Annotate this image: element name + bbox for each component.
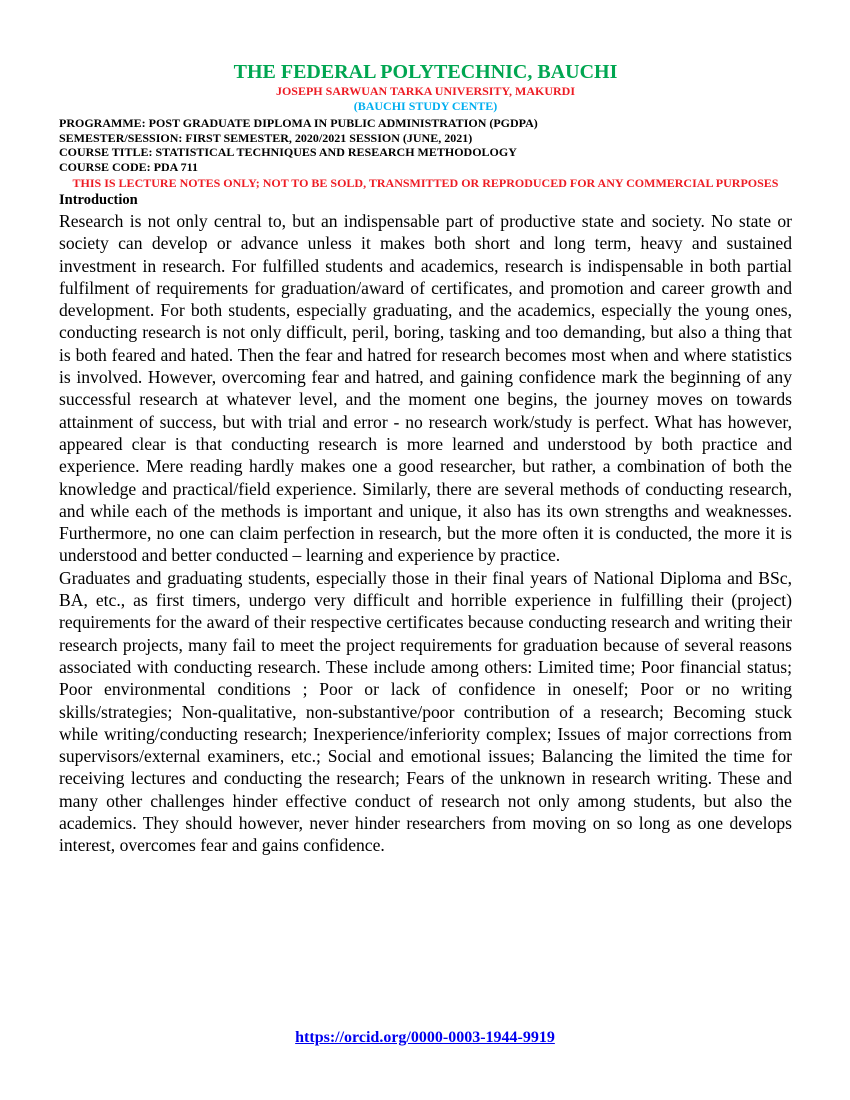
semester-line: SEMESTER/SESSION: FIRST SEMESTER, 2020/2021 SESSION (JUNE, 2021) bbox=[59, 130, 473, 145]
page-content bbox=[59, 60, 792, 857]
partner-university: JOSEPH SARWUAN TARKA UNIVERSITY, MAKURDI bbox=[275, 84, 576, 98]
study-centre: (BAUCHI STUDY CENTE) bbox=[353, 99, 498, 113]
orcid-link[interactable]: https://orcid.org/0000-0003-1944-9919 bbox=[295, 1029, 555, 1046]
institution-title: THE FEDERAL POLYTECHNIC, BAUCHI bbox=[233, 61, 618, 83]
course-code-line: COURSE CODE: PDA 711 bbox=[59, 159, 199, 174]
course-details bbox=[59, 116, 792, 174]
course-title-line: COURSE TITLE: STATISTICAL TECHNIQUES AND RESEARCH METHODOLOGY bbox=[59, 145, 517, 159]
section-heading: Introduction bbox=[59, 192, 138, 208]
paragraph: Graduates and graduating students, especially those in their final years of National Diploma and BSc, BA, etc., as first timers, undergo very difficult and horrible experience in fulfilling their (project) requirements for the award of their respective certificates because conducting research and writing their research projects, many fail to meet the project requirements for graduation because of several reasons associated with conducting research. These include among others: Limited time; Poor financial status; Poor environmental conditions ; Poor or lack of confidence in oneself; Poor or no writing skills/strategies; Non-qualitative, non-substantive/poor contribution of a research; Becoming stuck while writing/conducting research; Inexperience/inferiority complex; Issues of major corrections from supervisors/external examiners, etc.; Social and emotional issues; Balancing the limited the time for receiving lectures and conducting the research; Fears of the unknown in research writing. These and many other challenges hinder effective conduct of research not only among students, but also the academics. They should however, never hinder researchers from moving on so long as one develops interest, overcomes fear and gains confidence. bbox=[59, 567, 792, 856]
copyright-notice: THIS IS LECTURE NOTES ONLY; NOT TO BE SOLD, TRANSMITTED OR REPRODUCED FOR ANY COMMERCIAL PURPOSES bbox=[72, 176, 779, 190]
programme-line: PROGRAMME: POST GRADUATE DIPLOMA IN PUBLIC ADMINISTRATION (PGDPA) bbox=[59, 116, 538, 130]
paragraph: Research is not only central to, but an indispensable part of productive state and society. No state or society can develop or advance unless it makes both short and long term, heavy and sustained investment in research. For fulfilled students and academics, research is indispensable in both partial fulfilment of requirements for graduation/award of certificates, and promotion and career growth and development. For both students, especially graduating, and the academics, especially the young ones, conducting research is not only difficult, peril, boring, tasking and too demanding, but also a thing that is both feared and hated. Then the fear and hatred for research becomes most when and where statistics is involved. However, overcoming fear and hatred, and gaining confidence mark the beginning of any successful research at whatever level, and the moment one begins, the journey moves on towards attainment of success, but with trial and error - no research work/study is perfect. What has however, appeared clear is that conducting research is more learned and understood by both practice and experience. Mere reading hardly makes one a good researcher, but rather, a combination of both the knowledge and practical/field experience. Similarly, there are several methods of conducting research, and while each of the methods is important and unique, it also has its own strengths and weaknesses. Furthermore, no one can claim perfection in research, but the more often it is conducted, the more it is understood and better conducted – learning and experience by practice. bbox=[59, 211, 792, 566]
